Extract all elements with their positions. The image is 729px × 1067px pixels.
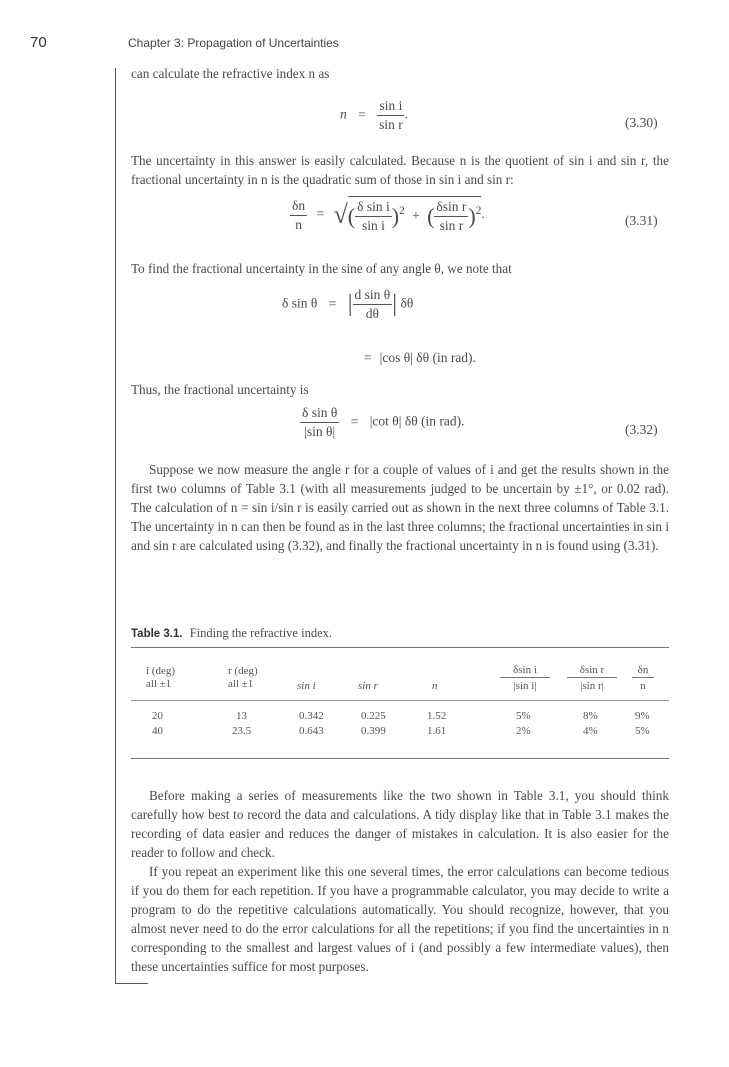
eq331-term1-den: sin i [361,218,385,233]
derivation-line-2: = |cos θ| δθ (in rad). [364,350,476,365]
cell: 1.52 [427,710,447,722]
deriv-den: dθ [365,306,379,321]
equation-3-31: $\frac{\delta n}{n}$ = √( $\frac{\text{δ sin i}}{\text{sin i}}$ )$^2$ + ( $\frac{\text{δsin r}}{\text{sin r}}$ )$^2$. [292,197,485,233]
table-caption-text: Finding the refractive index. [189,626,333,640]
cell: 0.399 [361,725,386,737]
paragraph-thus: Thus, the fractional uncertainty is [131,382,309,397]
cell: 5% [516,710,531,722]
eq330-lhs: n [340,106,347,122]
derivation-line-1: δ sin θ = | $\frac{\text{d sin θ}}{d\theta}$ | δθ [282,287,414,321]
cell: 23.5 [232,725,252,737]
margin-rule-vertical [115,68,116,984]
sqrt-sign: √ [333,200,348,229]
running-head: Chapter 3: Propagation of Uncertainties [128,36,339,50]
cell: 1.61 [427,725,447,737]
th-dsini-den: |sin i| [513,680,537,692]
th-i-unc: all ±1 [146,678,172,690]
th-r-deg: r (deg) [228,665,258,677]
th-n: n [432,680,438,692]
cell: 9% [635,710,650,722]
eq331-lhs-num: δn [290,198,307,216]
table-bottom-rule [131,758,669,759]
eq331-term1-num: δ sin i [355,199,392,217]
eq332-num: δ sin θ [300,405,339,423]
eq331-lhs-den: n [295,216,302,232]
equation-3-30: n = $\frac{\text{sin i}}{\text{sin r}}$ . [340,98,409,132]
eq332-rhs: |cot θ| δθ (in rad). [369,413,465,429]
th-dsinr-den: |sin r| [580,680,604,692]
table-header-rule [131,700,669,701]
th-dsinr-num: δsin r [567,664,617,678]
cell: 20 [152,710,163,722]
cell: 8% [583,710,598,722]
cell: 0.225 [361,710,386,722]
eq331-term2-den: sin r [439,218,464,233]
paragraph-measurements: Suppose we now measure the angle r for a couple of values of i and get the results shown in the first two columns of Table 3.1 (with all measurements judged to be uncertain by ±1°, or 0.02 rad). The calculation of n = sin i/sin r is easily carried out as shown in the next three columns of Table 3.1. The uncertainty in n can then be found as in the last three columns; the fractional uncertainties in sin i and sin r are calculated using (3.32), and finally the fractional uncertainty in n is found using (3.31). [131,462,669,553]
paragraph-before-making: Before making a series of measurements like the two shown in Table 3.1, you should think carefully how best to record the data and calculations. A tidy display like that in Table 3.1 makes the recording of data easier and reduces the danger of mistakes in calculation. It is also easier for the reader to follow and check. [131,788,669,860]
cell: 13 [236,710,247,722]
eq330-denominator: sin r [379,117,403,132]
eq331-lhs [290,198,307,233]
th-sin-r: sin r [358,680,378,692]
deriv-num: d sin θ [353,287,393,305]
th-dn-num: δn [632,664,654,678]
table-label: Table 3.1. [131,628,183,640]
margin-rule-bottom [115,983,148,984]
eq331-label: (3.31) [625,213,658,228]
eq330-punct: . [404,106,409,122]
eq330-label: (3.30) [625,115,658,130]
th-sin-i: sin i [297,680,316,692]
th-r-unc: all ±1 [228,678,254,690]
deriv-tail: δθ [400,295,414,311]
equation-3-32: $\frac{\text{δ sin θ}}{\text{|sin θ|}}$ = |cot θ| δθ (in rad). [302,405,465,439]
cell: 4% [583,725,598,737]
deriv-lhs: δ sin θ [282,295,318,311]
th-dn-den: n [640,680,646,692]
cell: 2% [516,725,531,737]
sqrt-body: ( $\frac{\text{δ sin i}}{\text{sin i}}$ )$^2$ + ( $\frac{\text{δsin r}}{\text{sin r}}$ )$^2$ [348,196,482,234]
cell: 40 [152,725,163,737]
table-caption [131,626,332,641]
table-top-rule [131,647,669,648]
th-i-deg: i (deg) [146,665,176,677]
cell: 5% [635,725,650,737]
cell: 0.342 [299,710,324,722]
eq332-label: (3.32) [625,422,658,437]
page-number: 70 [30,34,47,51]
eq330-fraction [377,98,405,133]
cell: 0.643 [299,725,324,737]
deriv-line2-text: |cos θ| δθ (in rad). [379,350,476,365]
paragraph-quotient: The uncertainty in this answer is easily calculated. Because n is the quotient of sin i and sin r, the fractional uncertainty in n is the quadratic sum of those in sin i and sin r: [131,153,669,187]
paragraph-angle: To find the fractional uncertainty in the sine of any angle θ, we note that [131,261,512,276]
eq332-den: |sin θ| [304,424,336,439]
intro-text: can calculate the refractive index n as [131,66,330,81]
eq331-term2-num: δsin r [434,199,468,217]
th-dsini-num: δsin i [500,664,550,678]
paragraph-repeat: If you repeat an experiment like this one several times, the error calculations can become tedious if you do them for each repetition. If you have a programmable calculator, you may decide to write a program to do the repetitive calculations automatically. You should recognize, however, that you almost never need to do the error calculations for all the repetitions; if you find the uncertainties in n corresponding to the smallest and largest values of i (and possibly a few intermediate values), then these uncertainties suffice for most purposes. [131,864,669,974]
eq330-numerator: sin i [377,98,404,116]
